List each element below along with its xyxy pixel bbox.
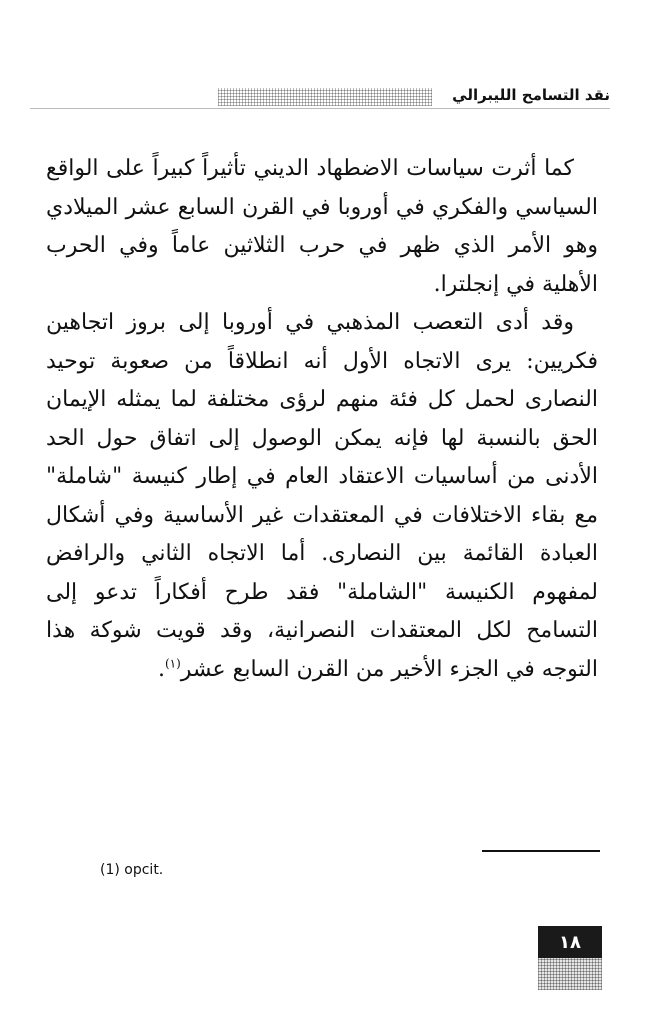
running-header bbox=[30, 84, 610, 108]
header-rule bbox=[30, 108, 610, 109]
footnote: (1) opcit. bbox=[100, 862, 164, 878]
footnote-rule bbox=[482, 850, 600, 852]
page-number-box bbox=[538, 926, 602, 958]
running-title: نقد التسامح الليبرالي bbox=[452, 86, 610, 104]
paragraph-2 bbox=[46, 304, 598, 689]
header-dot-pattern bbox=[218, 88, 432, 106]
paragraph-1: كما أثرت سياسات الاضطهاد الديني تأثيراً كبيراً على الواقع السياسي والفكري في أوروبا في القرن السابع عشر الميلادي وهو الأمر الذي ظهر في حرب الثلاثين عاماً وفي الحرب الأهلية في إنجلترا. bbox=[46, 156, 598, 297]
body-text bbox=[46, 150, 598, 689]
footnote-reference: (١) bbox=[164, 656, 181, 671]
page-number: ١٨ bbox=[559, 931, 581, 953]
paragraph-2-end: . bbox=[157, 656, 165, 682]
page-number-pattern bbox=[538, 958, 602, 990]
paragraph-2-text: وقد أدى التعصب المذهبي في أوروبا إلى بروز اتجاهين فكريين: يرى الاتجاه الأول أنه انطلاقاً من صعوبة توحيد النصارى لحمل كل فئة منهم لرؤى مختلفة لما يمثله الإيمان الحق بالنسبة لها فإنه يمكن الوصول إلى اتفاق حول الحد الأدنى من أساسيات الاعتقاد العام في إطار كنيسة "شاملة" مع بقاء الاختلافات في المعتقدات غير الأساسية وفي أشكال العبادة القائمة بين النصارى. أما الاتجاه الثاني والرافض لمفهوم الكنيسة "الشاملة" فقد طرح أفكاراً تدعو إلى التسامح لكل المعتقدات النصرانية، وقد قويت شوكة هذا التوجه في الجزء الأخير من القرن السابع عشر bbox=[46, 310, 598, 682]
